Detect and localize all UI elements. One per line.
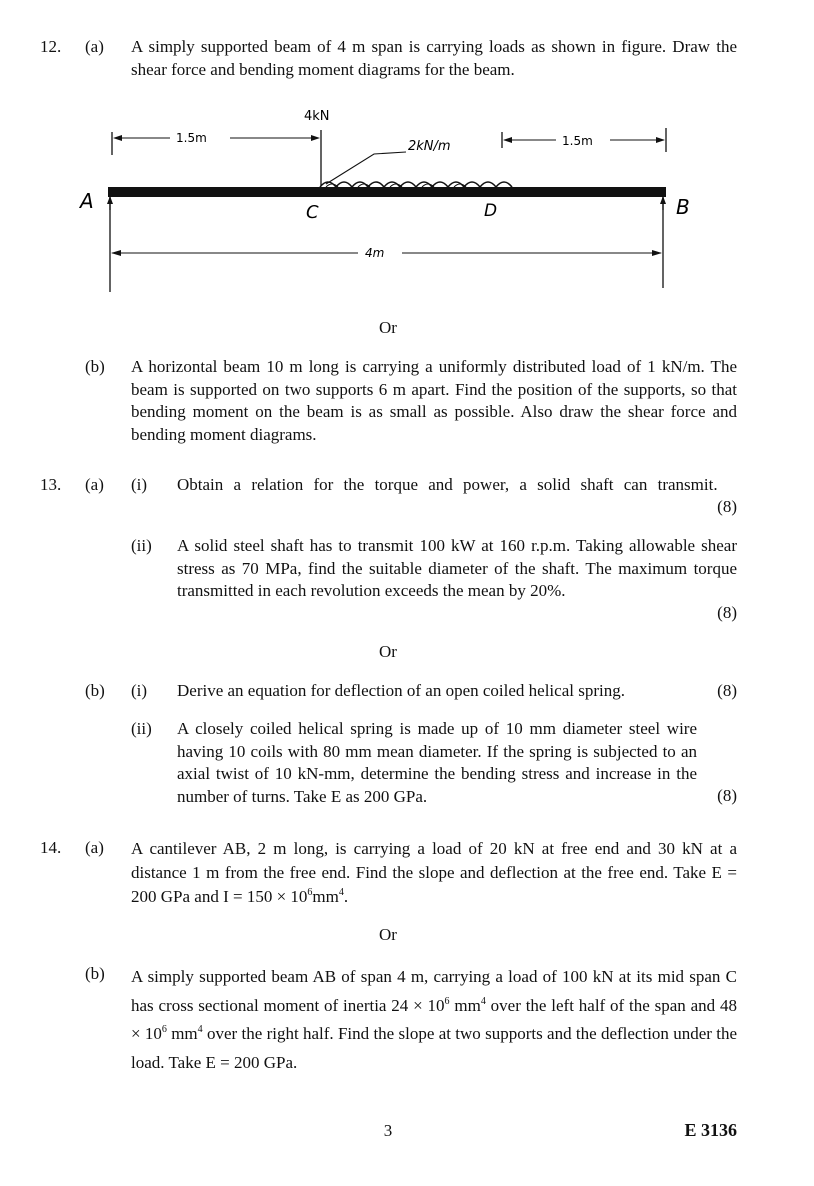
q12a-text: A simply supported beam of 4 m span is carrying loads as shown in figure. Draw the shear force and bending moment diagrams for the beam. <box>131 37 737 79</box>
udl-load <box>320 182 512 187</box>
paper-code: E 3136 <box>684 1120 737 1140</box>
q14a-end: . <box>343 887 349 906</box>
q13-number: 13. <box>40 475 62 494</box>
q13a-ii-text: A solid steel shaft has to transmit 100 kW at 160 r.p.m. Taking allowable shear stress as 70 MPa, find the suitable diameter of the shaft. The maximum torque transmitted in each revolution exceeds the mean by 20%. <box>177 536 737 600</box>
dim-left-arrow-b <box>311 135 320 141</box>
q13b-ii-label: (ii) <box>131 719 152 738</box>
q13a-ii-label: (ii) <box>131 536 152 555</box>
span-arrow-a <box>111 250 121 256</box>
span-label: 4m <box>365 246 385 260</box>
beam-figure <box>70 100 730 300</box>
dim-right-arrow-b <box>656 137 665 143</box>
page-number: 3 <box>383 1121 393 1140</box>
q13b-i-text: Derive an equation for deflection of an open coiled helical spring. <box>177 681 625 700</box>
span-arrow-b <box>652 250 662 256</box>
q13a-ii-marks: (8) <box>717 603 737 622</box>
q14a-text <box>131 837 737 909</box>
q13b-ii-text: A closely coiled helical spring is made up of 10 mm diameter steel wire having 10 coils with 80 mm mean diameter. If the spring is subjected to an axial twist of 10 kN-mm, determine the bending stress and increase in the number of turns. Take E as 200 GPa. <box>177 719 697 806</box>
label-a: A <box>80 189 94 213</box>
q13a-i <box>177 474 737 497</box>
q14a-label: (a) <box>85 838 104 857</box>
dim-right-label: 1.5m <box>562 134 593 148</box>
q14b-text <box>131 963 737 1077</box>
q12b-text: A horizontal beam 10 m long is carrying a uniformly distributed load of 1 kN/m. The beam is supported on two supports 6 m apart. Find the position of the supports, so that bending moment on the beam is as small as possible. Also draw the shear force and bending moment diagrams. <box>131 357 737 444</box>
support-a-arrow <box>107 196 113 204</box>
q13b-i-marks: (8) <box>717 681 737 700</box>
q14b-label: (b) <box>85 964 105 983</box>
q14b-text-2: over the left half of the span and 48 × 10 <box>131 995 737 1043</box>
q14b-unit-b: mm <box>166 1024 198 1043</box>
beam <box>108 187 666 197</box>
dim-right-arrow-a <box>503 137 512 143</box>
q14a-exp1: 6 <box>307 887 313 898</box>
label-d: D <box>484 201 498 221</box>
q14b-unit-a: mm <box>449 995 481 1015</box>
label-c: C <box>306 202 319 223</box>
q14b-exp-b: 6 <box>161 1024 167 1035</box>
q14b-text-1: A simply supported beam AB of span 4 m, carrying a load of 100 kN at its mid span C has cross sectional moment of inertia 24 × 10 <box>131 967 737 1015</box>
q13-or: Or <box>379 642 397 661</box>
dim-left-label: 1.5m <box>176 131 207 145</box>
q13b-i-label: (i) <box>131 681 148 700</box>
q12-or: Or <box>379 318 397 337</box>
udl-leader <box>326 152 406 184</box>
q14b-exp-a: 6 <box>444 995 450 1007</box>
q13a-label: (a) <box>85 475 104 494</box>
q14-or: Or <box>379 925 397 944</box>
q14-number: 14. <box>40 838 62 857</box>
label-b: B <box>676 195 690 219</box>
q14b-text-3: over the right half. Find the slope at two supports and the deflection under the load. Take E = 200 GPa. <box>131 1024 738 1072</box>
q13b-ii-marks: (8) <box>717 786 737 805</box>
q14a-text-main: A cantilever AB, 2 m long, is carrying a load of 20 kN at free end and 30 kN at a distance 1 m from the free end. Find the slope and deflection at the free end. Take E = 200 GPa and I = 150 × 10 <box>131 839 737 906</box>
support-b-arrow <box>660 196 666 204</box>
dim-left-arrow-a <box>113 135 122 141</box>
q13a-i-text: Obtain a relation for the torque and power, a solid shaft can transmit. <box>177 475 718 494</box>
q14a-unit: mm <box>312 887 339 906</box>
q14b-exp-b2: 4 <box>197 1024 203 1035</box>
q13a-i-marks: (8) <box>717 497 737 516</box>
q12b-label: (b) <box>85 357 105 376</box>
q14b-exp-a2: 4 <box>480 995 486 1007</box>
q12-number: 12. <box>40 37 62 56</box>
q12a-label: (a) <box>85 37 104 56</box>
q14a-exp2: 4 <box>338 887 344 898</box>
load-label-4kn: 4kN <box>304 109 330 124</box>
q13b-label: (b) <box>85 681 105 700</box>
udl-label: 2kN/m <box>408 139 451 154</box>
q13a-i-label: (i) <box>131 475 148 494</box>
